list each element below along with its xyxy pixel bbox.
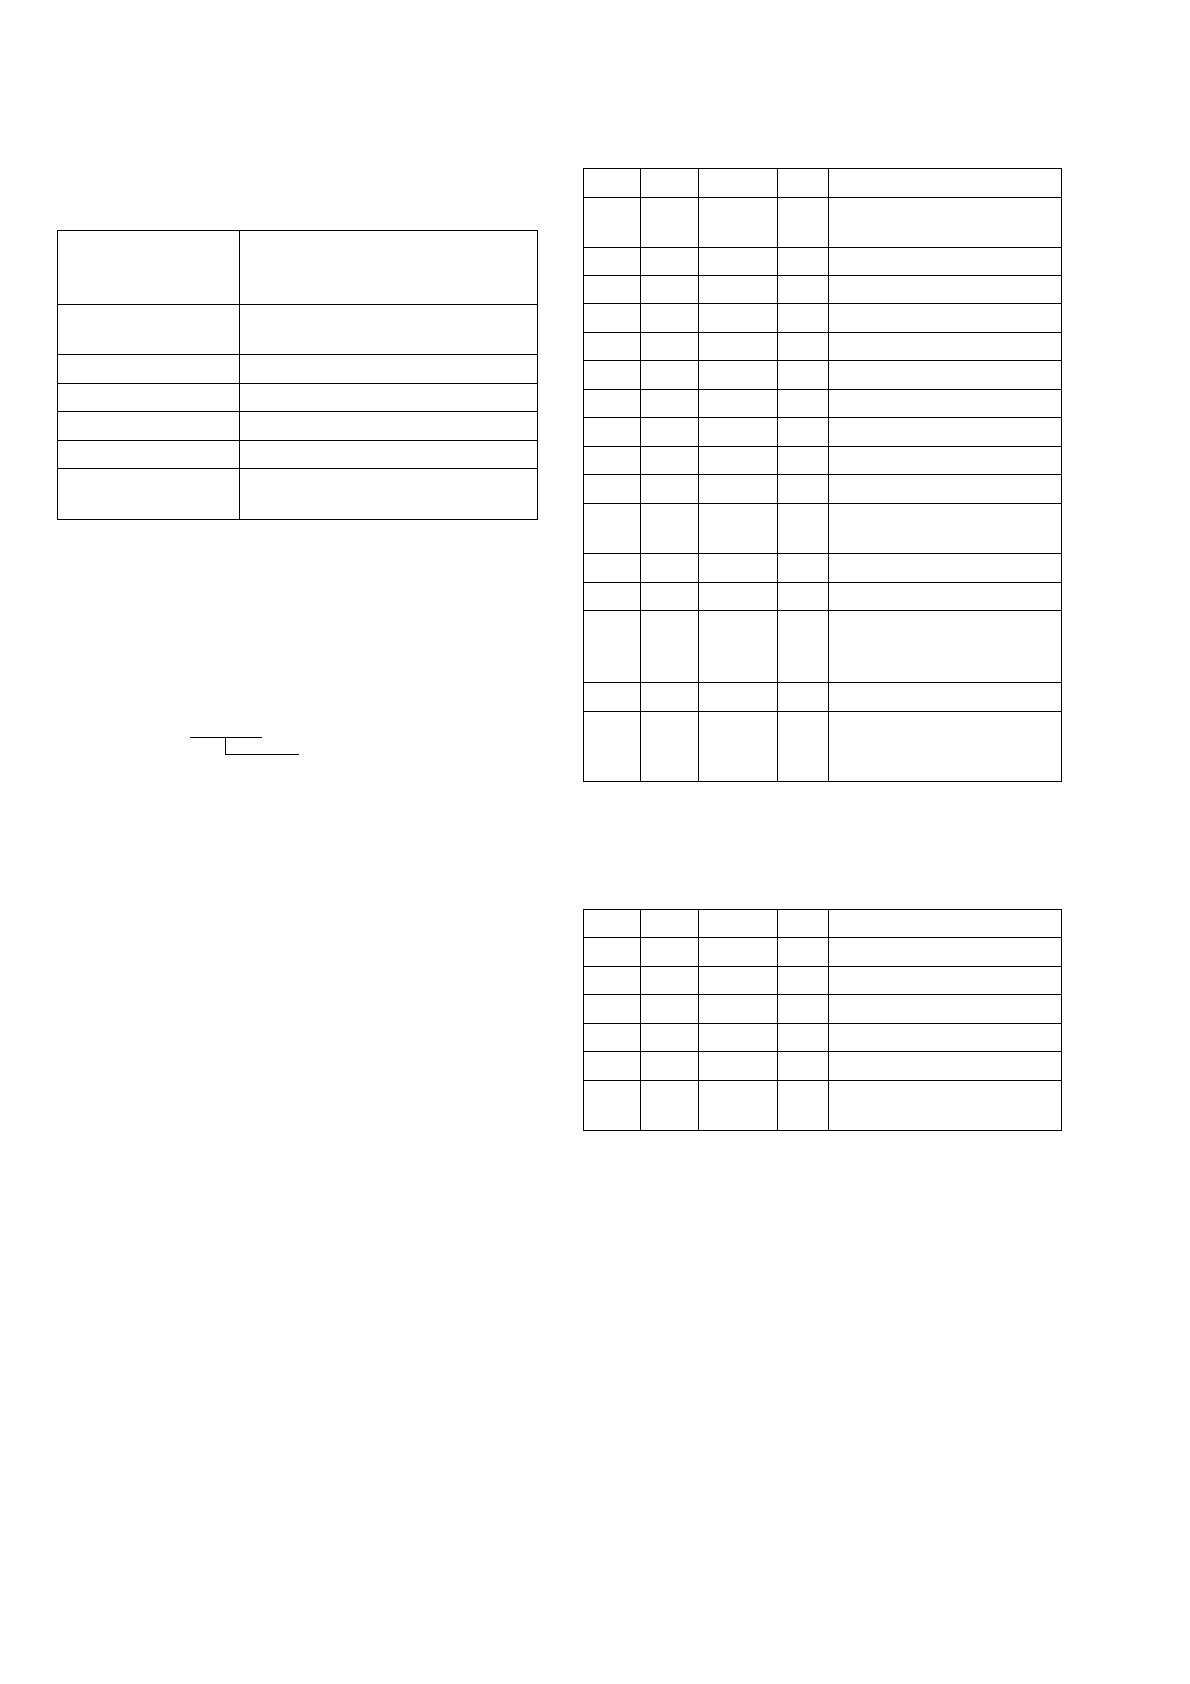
table-cell [584, 276, 641, 304]
table-cell [829, 1052, 1062, 1081]
table-cell [829, 611, 1062, 683]
table-row [584, 712, 1062, 782]
table-cell [778, 276, 829, 304]
table-cell [778, 554, 829, 583]
table-cell [641, 361, 699, 390]
table-cell [829, 910, 1062, 938]
table-cell [699, 390, 778, 418]
table-cell [699, 276, 778, 304]
table-cell [699, 583, 778, 611]
table-cell [58, 305, 240, 355]
right-table-upper [583, 168, 1062, 782]
table-row [584, 504, 1062, 554]
table-cell [778, 475, 829, 504]
table-cell [641, 169, 699, 198]
table-cell [699, 475, 778, 504]
table-row [584, 418, 1062, 447]
table-cell [778, 967, 829, 995]
table-cell [699, 198, 778, 248]
table-cell [584, 1052, 641, 1081]
table-cell [829, 418, 1062, 447]
table-cell [829, 333, 1062, 361]
table-cell [829, 995, 1062, 1024]
table-cell [829, 554, 1062, 583]
table-row [584, 1024, 1062, 1052]
table-cell [641, 611, 699, 683]
table-cell [829, 248, 1062, 276]
table-cell [699, 418, 778, 447]
table-cell [829, 938, 1062, 967]
table-cell [699, 169, 778, 198]
table-row [584, 169, 1062, 198]
table-row [584, 447, 1062, 475]
table-cell [641, 447, 699, 475]
table-cell [584, 475, 641, 504]
table-cell [778, 583, 829, 611]
table-cell [829, 504, 1062, 554]
table-cell [699, 1081, 778, 1131]
table-row [584, 683, 1062, 712]
table-row [584, 995, 1062, 1024]
table-cell [829, 1081, 1062, 1131]
table-cell [641, 333, 699, 361]
table-cell [584, 910, 641, 938]
table-cell [778, 938, 829, 967]
table-cell [58, 355, 240, 384]
table-row [584, 304, 1062, 333]
table-cell [641, 683, 699, 712]
table-row [584, 361, 1062, 390]
table-row [58, 231, 538, 305]
table-cell [584, 198, 641, 248]
table-cell [641, 198, 699, 248]
table-cell [584, 390, 641, 418]
table-cell [584, 938, 641, 967]
table-row [584, 583, 1062, 611]
table-cell [778, 447, 829, 475]
table-cell [778, 169, 829, 198]
table-cell [641, 1081, 699, 1131]
table-cell [778, 1024, 829, 1052]
table-row [584, 475, 1062, 504]
table-cell [584, 995, 641, 1024]
table-cell [641, 475, 699, 504]
table-cell [778, 995, 829, 1024]
table-cell [58, 469, 240, 520]
table-cell [699, 967, 778, 995]
table-cell [584, 333, 641, 361]
table-cell [58, 441, 240, 469]
table-cell [699, 611, 778, 683]
table-cell [778, 418, 829, 447]
table-cell [584, 611, 641, 683]
table-cell [58, 412, 240, 441]
table-cell [699, 995, 778, 1024]
table-cell [240, 305, 538, 355]
table-cell [829, 583, 1062, 611]
table-cell [584, 1081, 641, 1131]
table-cell [584, 967, 641, 995]
table-row [58, 355, 538, 384]
bracket-connector-top [190, 737, 262, 738]
table-cell [699, 683, 778, 712]
table-cell [829, 447, 1062, 475]
table-row [58, 384, 538, 412]
table-cell [641, 554, 699, 583]
table-cell [641, 304, 699, 333]
table-cell [829, 1024, 1062, 1052]
table-row [58, 469, 538, 520]
table-cell [699, 554, 778, 583]
table-cell [641, 712, 699, 782]
table-cell [778, 304, 829, 333]
table-row [584, 938, 1062, 967]
table-cell [58, 384, 240, 412]
table-cell [699, 504, 778, 554]
table-cell [240, 355, 538, 384]
table-row [584, 248, 1062, 276]
bracket-connector-bottom [225, 754, 299, 755]
table-cell [778, 198, 829, 248]
table-cell [641, 418, 699, 447]
bracket-connector-vertical [225, 737, 226, 755]
table-row [584, 611, 1062, 683]
table-row [584, 1081, 1062, 1131]
table-cell [584, 248, 641, 276]
table-row [584, 554, 1062, 583]
table-cell [778, 361, 829, 390]
table-cell [584, 1024, 641, 1052]
table-cell [641, 248, 699, 276]
table-cell [778, 683, 829, 712]
left-table [57, 230, 538, 520]
table-cell [699, 333, 778, 361]
table-cell [58, 231, 240, 305]
table-cell [240, 469, 538, 520]
table-cell [778, 248, 829, 276]
table-row [58, 412, 538, 441]
right-table-lower [583, 909, 1062, 1131]
table-cell [699, 938, 778, 967]
table-cell [641, 995, 699, 1024]
table-cell [584, 712, 641, 782]
table-cell [829, 683, 1062, 712]
table-cell [641, 967, 699, 995]
table-row [584, 276, 1062, 304]
table-cell [778, 910, 829, 938]
table-cell [699, 361, 778, 390]
table-cell [584, 418, 641, 447]
table-cell [240, 384, 538, 412]
table-cell [641, 583, 699, 611]
table-cell [829, 361, 1062, 390]
table-cell [829, 276, 1062, 304]
table-row [58, 441, 538, 469]
table-cell [584, 361, 641, 390]
table-cell [584, 583, 641, 611]
table-cell [699, 1052, 778, 1081]
table-cell [778, 611, 829, 683]
table-cell [778, 504, 829, 554]
table-cell [584, 504, 641, 554]
table-row [58, 305, 538, 355]
table-cell [778, 712, 829, 782]
table-cell [829, 169, 1062, 198]
table-cell [641, 1052, 699, 1081]
table-cell [778, 1081, 829, 1131]
table-cell [829, 198, 1062, 248]
table-cell [699, 248, 778, 276]
table-cell [829, 967, 1062, 995]
table-cell [240, 412, 538, 441]
table-cell [829, 475, 1062, 504]
table-cell [641, 504, 699, 554]
table-cell [641, 390, 699, 418]
table-cell [584, 554, 641, 583]
table-cell [641, 1024, 699, 1052]
table-row [584, 390, 1062, 418]
table-cell [829, 390, 1062, 418]
table-cell [699, 447, 778, 475]
table-row [584, 333, 1062, 361]
table-cell [699, 910, 778, 938]
table-cell [240, 231, 538, 305]
table-cell [641, 910, 699, 938]
table-cell [829, 712, 1062, 782]
table-row [584, 1052, 1062, 1081]
table-row [584, 198, 1062, 248]
table-row [584, 910, 1062, 938]
table-cell [699, 712, 778, 782]
table-cell [584, 304, 641, 333]
table-cell [699, 304, 778, 333]
table-cell [829, 304, 1062, 333]
table-cell [641, 938, 699, 967]
table-cell [584, 447, 641, 475]
table-cell [778, 333, 829, 361]
table-cell [641, 276, 699, 304]
table-cell [240, 441, 538, 469]
table-cell [778, 1052, 829, 1081]
table-row [584, 967, 1062, 995]
table-cell [699, 1024, 778, 1052]
table-cell [778, 390, 829, 418]
table-cell [584, 683, 641, 712]
table-cell [584, 169, 641, 198]
